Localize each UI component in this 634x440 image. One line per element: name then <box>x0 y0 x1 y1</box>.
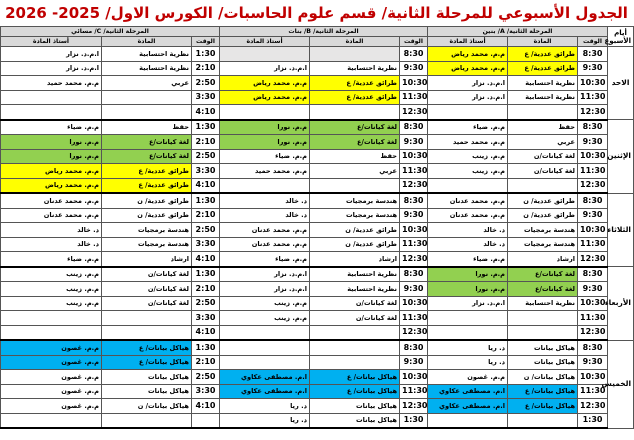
section-c-teacher-cell: م.م. غصون <box>1 384 102 399</box>
section-b-time-cell: 10:30 <box>400 76 428 91</box>
section-b-time-cell: 9:30 <box>400 208 428 223</box>
section-b-teacher-cell <box>220 47 310 62</box>
section-a-subject-cell: ارشاد <box>508 252 578 267</box>
section-c-subject-cell: هياكل بيانات <box>102 384 192 399</box>
section-c-teacher-cell: م.م. زينب <box>1 267 102 282</box>
section-b-teacher-cell: ا.م.د. نزار <box>220 282 310 297</box>
section-a-subject-cell: حفظ <box>508 120 578 135</box>
section-a-subject-cell: هياكل بيانات <box>508 340 578 355</box>
section-b-time-cell: 12:30 <box>400 399 428 414</box>
section-a-teacher-cell: ا.م.د. نزار <box>428 76 508 91</box>
section-a-time-cell: 11:30 <box>578 237 608 252</box>
time-column-header: الوقت <box>400 37 428 47</box>
schedule-row <box>1 120 634 135</box>
schedule-table <box>0 26 634 429</box>
section-c-subject-cell <box>102 105 192 120</box>
section-a-time-cell: 10:30 <box>578 370 608 385</box>
section-a-teacher-cell <box>428 311 508 326</box>
section-a-teacher-cell: ا.م.د. نزار <box>428 296 508 311</box>
section-c-time-cell: 4:10 <box>192 105 220 120</box>
section-b-time-cell: 9:30 <box>400 355 428 370</box>
section-a-time-cell: 9:30 <box>578 282 608 297</box>
section-c-time-cell: 2:50 <box>192 370 220 385</box>
section-b-teacher-cell: م.م. زينب <box>220 296 310 311</box>
section-c-time-cell: 1:30 <box>192 340 220 355</box>
section-b-time-cell: 8:30 <box>400 340 428 355</box>
section-a-time-cell: 10:30 <box>578 223 608 238</box>
section-c-teacher-cell: م.م. نورا <box>1 149 102 164</box>
section-b-subject-cell: هياكل بيانات <box>310 399 400 414</box>
section-c-teacher-cell <box>1 413 102 428</box>
section-a-teacher-cell: د. خالد <box>428 237 508 252</box>
section-c-teacher-cell: م.م. زينب <box>1 296 102 311</box>
section-a-time-cell: 9:30 <box>578 135 608 150</box>
teacher-column-header: أستاذ المادة <box>1 37 102 47</box>
section-a-time-cell: 11:30 <box>578 90 608 105</box>
section-c-teacher-cell: م.م. ضياء <box>1 252 102 267</box>
section-b-time-cell: 9:30 <box>400 61 428 76</box>
section-c-teacher-cell: م.م. غصون <box>1 399 102 414</box>
section-a-subject-cell <box>508 311 578 326</box>
section-c-time-cell: 2:50 <box>192 223 220 238</box>
section-b-subject-cell: لغة كيانات/ع <box>310 135 400 150</box>
section-c-subject-cell: حفظ <box>102 120 192 135</box>
section-a-teacher-cell: م.م. محمد حميد <box>428 135 508 150</box>
section-a-teacher-cell: ا.م.د. نزار <box>428 90 508 105</box>
section-a-time-cell: 9:30 <box>578 208 608 223</box>
section-c-time-cell: 3:30 <box>192 384 220 399</box>
section-b-subject-cell <box>310 355 400 370</box>
section-b-subject-cell: لغة كيانات/ن <box>310 311 400 326</box>
schedule-row <box>1 267 634 282</box>
section-a-time-cell: 10:30 <box>578 296 608 311</box>
section-c-subject-cell: لغة كيانات/ن <box>102 296 192 311</box>
section-b-teacher-cell: ا.م.د. نزار <box>220 61 310 76</box>
section-b-time-cell: 8:30 <box>400 193 428 208</box>
section-b-header: المرحلة الثانية/ B/ بنات <box>220 27 428 37</box>
section-b-time-cell: 1:30 <box>400 413 428 428</box>
section-c-teacher-cell: م.م. محمد حميد <box>1 76 102 91</box>
header-row-sections <box>1 27 634 37</box>
section-b-teacher-cell <box>220 105 310 120</box>
section-b-time-cell: 12:30 <box>400 252 428 267</box>
section-a-subject-cell: لغة كيانات/ن <box>508 164 578 179</box>
section-a-time-cell: 12:30 <box>578 105 608 120</box>
subject-column-header: المادة <box>102 37 192 47</box>
section-c-time-cell: 2:10 <box>192 135 220 150</box>
section-c-time-cell: 2:10 <box>192 61 220 76</box>
section-a-time-cell: 9:30 <box>578 61 608 76</box>
section-c-teacher-cell <box>1 325 102 340</box>
section-b-subject-cell: نظرية احتسابية <box>310 61 400 76</box>
section-a-time-cell: 1:30 <box>578 413 608 428</box>
schedule-row <box>1 193 634 208</box>
section-c-teacher-cell: م.م. محمد عدنان <box>1 193 102 208</box>
section-b-teacher-cell: م.م. محمد عدنان <box>220 237 310 252</box>
section-c-time-cell: 2:50 <box>192 76 220 91</box>
schedule-row <box>1 296 634 311</box>
section-c-subject-cell <box>102 311 192 326</box>
schedule-row <box>1 208 634 223</box>
section-b-subject-cell: هياكل بيانات/ ع <box>310 384 400 399</box>
section-c-subject-cell: نظرية احتسابية <box>102 47 192 62</box>
section-a-subject-cell: لغة كيانات/ع <box>508 282 578 297</box>
schedule-row <box>1 76 634 91</box>
section-b-subject-cell <box>310 340 400 355</box>
section-c-time-cell: 2:10 <box>192 355 220 370</box>
section-b-subject-cell: نظرية احتسابية <box>310 282 400 297</box>
section-b-teacher-cell: ا.م. مصطفى عكاوي <box>220 384 310 399</box>
section-b-time-cell: 12:30 <box>400 178 428 193</box>
section-c-subject-cell: هياكل بيانات/ ع <box>102 340 192 355</box>
section-b-subject-cell: هندسة برمجيات <box>310 193 400 208</box>
section-b-subject-cell: طرائق عددية/ ن <box>310 237 400 252</box>
section-b-teacher-cell: م.م. محمد رياض <box>220 76 310 91</box>
section-a-teacher-cell: د. خالد <box>428 223 508 238</box>
section-a-time-cell: 10:30 <box>578 149 608 164</box>
section-a-subject-cell: عربي <box>508 135 578 150</box>
section-a-time-cell: 11:30 <box>578 384 608 399</box>
section-c-time-cell: 2:50 <box>192 296 220 311</box>
day-name-cell: الإثنين <box>608 120 634 194</box>
section-a-teacher-cell: م.م. ضياء <box>428 120 508 135</box>
section-c-time-cell: 2:50 <box>192 149 220 164</box>
section-c-time-cell <box>192 413 220 428</box>
section-c-teacher-cell: م.م. محمد رياض <box>1 178 102 193</box>
section-c-subject-cell <box>102 413 192 428</box>
section-b-subject-cell <box>310 178 400 193</box>
section-b-subject-cell: هندسة برمجيات <box>310 208 400 223</box>
section-c-subject-cell: نظرية احتسابية <box>102 61 192 76</box>
section-b-subject-cell: طرائق عددية/ ع <box>310 90 400 105</box>
subject-column-header: المادة <box>508 37 578 47</box>
section-a-time-cell: 12:30 <box>578 325 608 340</box>
section-b-teacher-cell: م.م. نورا <box>220 135 310 150</box>
subject-column-header: المادة <box>310 37 400 47</box>
section-b-subject-cell: حفظ <box>310 149 400 164</box>
schedule-row <box>1 178 634 193</box>
section-c-teacher-cell: م.م. زينب <box>1 282 102 297</box>
section-b-time-cell: 8:30 <box>400 47 428 62</box>
schedule-row <box>1 105 634 120</box>
section-a-subject-cell <box>508 105 578 120</box>
section-a-subject-cell: هياكل بيانات/ ع <box>508 399 578 414</box>
schedule-row <box>1 370 634 385</box>
section-b-time-cell: 10:30 <box>400 370 428 385</box>
section-a-teacher-cell: م.م. محمد رياض <box>428 61 508 76</box>
section-a-time-cell: 12:30 <box>578 178 608 193</box>
section-c-time-cell: 3:30 <box>192 90 220 105</box>
schedule-row <box>1 135 634 150</box>
section-a-subject-cell: طرائق عددية/ ن <box>508 193 578 208</box>
section-b-time-cell: 11:30 <box>400 90 428 105</box>
section-c-time-cell: 4:10 <box>192 325 220 340</box>
section-a-teacher-cell: م.م. زينب <box>428 164 508 179</box>
section-c-time-cell: 1:30 <box>192 267 220 282</box>
section-b-time-cell: 10:30 <box>400 296 428 311</box>
section-a-teacher-cell: م.م. ضياء <box>428 252 508 267</box>
section-a-teacher-cell: م.م. نورا <box>428 282 508 297</box>
schedule-row <box>1 252 634 267</box>
section-a-subject-cell <box>508 413 578 428</box>
section-c-subject-cell: لغة كيانات/ن <box>102 267 192 282</box>
time-column-header: الوقت <box>578 37 608 47</box>
section-b-subject-cell: لغة كيانات/ن <box>310 296 400 311</box>
section-b-subject-cell <box>310 325 400 340</box>
section-a-subject-cell: هندسة برمجيات <box>508 237 578 252</box>
section-b-teacher-cell: م.م. نورا <box>220 120 310 135</box>
section-a-subject-cell: نظرية احتسابية <box>508 296 578 311</box>
section-b-teacher-cell: م.م. محمد حميد <box>220 164 310 179</box>
section-c-time-cell: 4:10 <box>192 178 220 193</box>
section-b-time-cell: 11:30 <box>400 384 428 399</box>
section-a-header: المرحلة الثانية/ A/ بنين <box>428 27 608 37</box>
section-b-teacher-cell <box>220 178 310 193</box>
section-b-teacher-cell: ا.م.د. نزار <box>220 267 310 282</box>
section-c-teacher-cell: م.م. ضياء <box>1 120 102 135</box>
section-b-time-cell: 12:30 <box>400 325 428 340</box>
section-a-subject-cell: هياكل بيانات/ ن <box>508 370 578 385</box>
section-c-subject-cell: هياكل بيانات/ ن <box>102 399 192 414</box>
section-b-time-cell: 12:30 <box>400 105 428 120</box>
section-a-time-cell: 11:30 <box>578 311 608 326</box>
section-c-time-cell: 3:30 <box>192 237 220 252</box>
section-b-teacher-cell: د. ريا <box>220 413 310 428</box>
section-b-teacher-cell: م.م. ضياء <box>220 149 310 164</box>
section-c-subject-cell: عربي <box>102 76 192 91</box>
section-c-teacher-cell: م.م. غصون <box>1 355 102 370</box>
section-b-time-cell: 11:30 <box>400 311 428 326</box>
section-b-teacher-cell <box>220 340 310 355</box>
section-a-teacher-cell <box>428 178 508 193</box>
section-a-teacher-cell <box>428 413 508 428</box>
section-a-subject-cell: هياكل بيانات <box>508 355 578 370</box>
section-c-subject-cell: طرائق عددية/ ن <box>102 193 192 208</box>
section-c-teacher-cell: م.م. نورا <box>1 135 102 150</box>
section-c-subject-cell: هياكل بيانات <box>102 370 192 385</box>
section-c-time-cell: 1:30 <box>192 47 220 62</box>
schedule-row <box>1 90 634 105</box>
section-a-subject-cell <box>508 178 578 193</box>
section-a-teacher-cell: م.م. محمد رياض <box>428 47 508 62</box>
section-b-time-cell: 10:30 <box>400 223 428 238</box>
section-a-time-cell: 10:30 <box>578 76 608 91</box>
section-c-time-cell: 4:10 <box>192 252 220 267</box>
section-b-subject-cell: نظرية احتسابية <box>310 267 400 282</box>
section-b-subject-cell: هياكل بيانات/ ع <box>310 370 400 385</box>
section-a-teacher-cell: د. ريا <box>428 355 508 370</box>
section-a-time-cell: 8:30 <box>578 47 608 62</box>
section-b-time-cell: 11:30 <box>400 164 428 179</box>
section-c-header: المرحلة الثانية/ C/ مسائي <box>1 27 220 37</box>
section-b-teacher-cell <box>220 355 310 370</box>
section-c-subject-cell: هياكل بيانات/ ع <box>102 355 192 370</box>
day-name-cell: الثلاثاء <box>608 193 634 267</box>
section-a-teacher-cell: م.م. محمد عدنان <box>428 193 508 208</box>
section-b-time-cell: 11:30 <box>400 237 428 252</box>
section-a-teacher-cell: م.م. نورا <box>428 267 508 282</box>
section-b-teacher-cell: د. ريا <box>220 399 310 414</box>
section-c-subject-cell <box>102 325 192 340</box>
section-b-teacher-cell: م.م. محمد رياض <box>220 90 310 105</box>
section-c-teacher-cell: م.م. محمد عدنان <box>1 208 102 223</box>
section-a-time-cell: 8:30 <box>578 120 608 135</box>
section-b-teacher-cell <box>220 325 310 340</box>
schedule-row <box>1 47 634 62</box>
section-a-subject-cell: لغة كيانات/ع <box>508 267 578 282</box>
section-a-subject-cell: طرائق عددية/ ع <box>508 61 578 76</box>
section-a-time-cell: 8:30 <box>578 340 608 355</box>
section-b-subject-cell: ارشاد <box>310 252 400 267</box>
section-c-subject-cell <box>102 90 192 105</box>
section-c-time-cell: 2:10 <box>192 208 220 223</box>
section-c-time-cell: 1:30 <box>192 193 220 208</box>
section-c-subject-cell: لغة كيانات/ع <box>102 135 192 150</box>
schedule-row <box>1 325 634 340</box>
section-a-teacher-cell: ا.م. مصطفى عكاوي <box>428 384 508 399</box>
section-b-subject-cell: طرائق عددية/ ن <box>310 223 400 238</box>
section-c-subject-cell: ارشاد <box>102 252 192 267</box>
section-a-subject-cell: هندسة برمجيات <box>508 223 578 238</box>
section-a-time-cell: 12:30 <box>578 399 608 414</box>
schedule-row <box>1 399 634 414</box>
section-a-teacher-cell: ا.م. مصطفى عكاوي <box>428 399 508 414</box>
schedule-row <box>1 223 634 238</box>
header-row-columns <box>1 37 634 47</box>
section-c-teacher-cell: ا.م.د. نزار <box>1 61 102 76</box>
section-c-teacher-cell: م.م. غصون <box>1 370 102 385</box>
section-b-teacher-cell: د. خالد <box>220 193 310 208</box>
schedule-row <box>1 164 634 179</box>
section-b-teacher-cell: ا.م. مصطفى عكاوي <box>220 370 310 385</box>
section-a-subject-cell: لغة كيانات/ن <box>508 149 578 164</box>
section-b-subject-cell <box>310 47 400 62</box>
section-c-teacher-cell <box>1 105 102 120</box>
section-b-subject-cell: طرائق عددية/ ع <box>310 76 400 91</box>
section-c-teacher-cell: ا.م.د. نزار <box>1 47 102 62</box>
section-a-time-cell: 8:30 <box>578 267 608 282</box>
time-column-header: الوقت <box>192 37 220 47</box>
section-c-time-cell: 2:10 <box>192 282 220 297</box>
schedule-row <box>1 355 634 370</box>
section-a-teacher-cell: م.م. غصون <box>428 370 508 385</box>
section-b-subject-cell: لغة كيانات/ع <box>310 120 400 135</box>
section-b-time-cell: 10:30 <box>400 149 428 164</box>
schedule-row <box>1 311 634 326</box>
section-c-subject-cell: هندسة برمجيات <box>102 223 192 238</box>
section-b-time-cell: 8:30 <box>400 120 428 135</box>
section-b-time-cell: 9:30 <box>400 135 428 150</box>
section-a-teacher-cell: م.م. زينب <box>428 149 508 164</box>
schedule-row <box>1 340 634 355</box>
section-c-subject-cell: لغة كيانات/ن <box>102 282 192 297</box>
section-a-subject-cell: طرائق عددية/ ع <box>508 47 578 62</box>
section-a-subject-cell: هياكل بيانات/ ع <box>508 384 578 399</box>
section-c-time-cell: 3:30 <box>192 164 220 179</box>
section-b-time-cell: 9:30 <box>400 282 428 297</box>
section-a-time-cell: 11:30 <box>578 164 608 179</box>
section-a-subject-cell: نظرية احتسابية <box>508 90 578 105</box>
section-a-teacher-cell <box>428 105 508 120</box>
section-b-teacher-cell: م.م. زينب <box>220 311 310 326</box>
schedule-row <box>1 61 634 76</box>
section-a-teacher-cell <box>428 325 508 340</box>
section-a-time-cell: 8:30 <box>578 193 608 208</box>
days-column-header: أيام الأسبوع <box>608 27 634 47</box>
section-c-teacher-cell: م.م. محمد رياض <box>1 164 102 179</box>
section-c-time-cell: 3:30 <box>192 311 220 326</box>
section-a-subject-cell: طرائق عددية/ ن <box>508 208 578 223</box>
schedule-row <box>1 282 634 297</box>
section-c-teacher-cell: د. خالد <box>1 223 102 238</box>
schedule-row <box>1 413 634 428</box>
section-c-teacher-cell <box>1 311 102 326</box>
day-name-cell: الأربعاء <box>608 267 634 341</box>
section-c-teacher-cell <box>1 90 102 105</box>
section-c-time-cell: 1:30 <box>192 120 220 135</box>
section-b-teacher-cell: م.م. محمد عدنان <box>220 223 310 238</box>
section-c-subject-cell: هندسة برمجيات <box>102 237 192 252</box>
section-c-subject-cell: طرائق عددية/ ع <box>102 178 192 193</box>
section-b-subject-cell: هياكل بيانات <box>310 413 400 428</box>
section-a-time-cell: 12:30 <box>578 252 608 267</box>
page-title: الجدول الأسبوعي للمرحلة الثانية/ قسم علوم الحاسبات/ الكورس الاول/ 2025- 2026 <box>5 4 628 22</box>
schedule-row <box>1 149 634 164</box>
section-c-teacher-cell: د. خالد <box>1 237 102 252</box>
section-c-subject-cell: لغة كيانات/ع <box>102 149 192 164</box>
section-a-time-cell: 9:30 <box>578 355 608 370</box>
section-b-time-cell: 8:30 <box>400 267 428 282</box>
section-a-subject-cell <box>508 325 578 340</box>
section-a-teacher-cell: د. ريا <box>428 340 508 355</box>
section-a-teacher-cell: م.م. محمد عدنان <box>428 208 508 223</box>
section-c-teacher-cell: م.م. غصون <box>1 340 102 355</box>
schedule-row <box>1 384 634 399</box>
schedule-row <box>1 237 634 252</box>
section-b-teacher-cell: د. خالد <box>220 208 310 223</box>
section-c-time-cell: 4:10 <box>192 399 220 414</box>
day-name-cell: الخميس <box>608 340 634 428</box>
teacher-column-header: أستاذ المادة <box>220 37 310 47</box>
section-b-subject-cell <box>310 105 400 120</box>
section-c-subject-cell: طرائق عددية/ ن <box>102 208 192 223</box>
section-b-subject-cell: عربي <box>310 164 400 179</box>
section-a-subject-cell: نظرية احتسابية <box>508 76 578 91</box>
day-name-cell: الاحد <box>608 47 634 120</box>
section-b-teacher-cell: م.م. ضياء <box>220 252 310 267</box>
section-c-subject-cell: طرائق عددية/ ع <box>102 164 192 179</box>
teacher-column-header: أستاذ المادة <box>428 37 508 47</box>
